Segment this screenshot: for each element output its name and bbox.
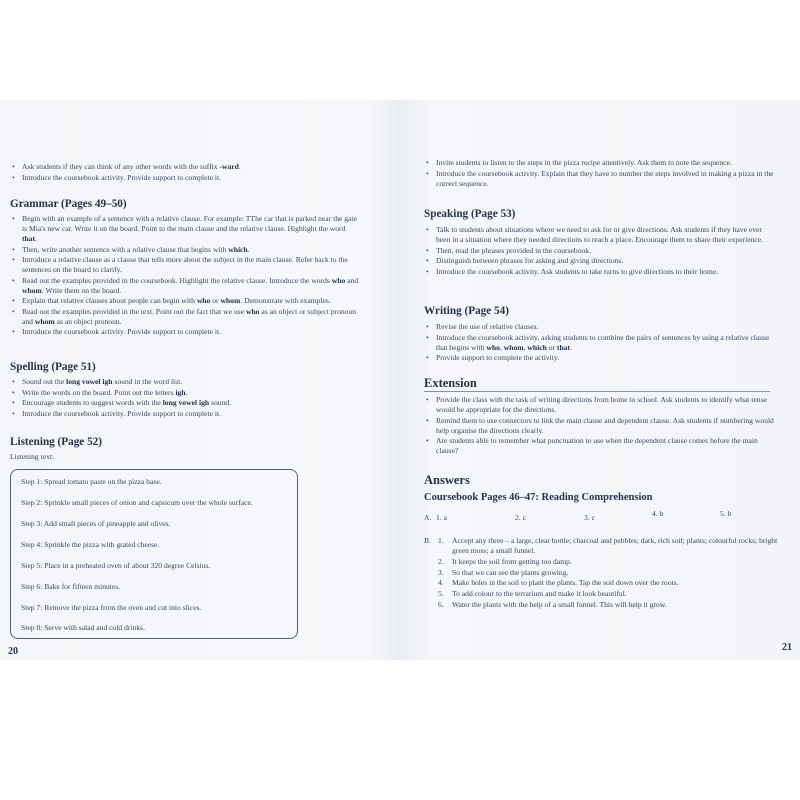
extension-heading: Extension <box>424 376 477 390</box>
answers-b-label: B. <box>424 536 431 545</box>
left-page <box>0 100 398 660</box>
list-item: • Provide support to complete the activity. <box>426 353 560 362</box>
answer-a-item: 5. b <box>720 509 732 518</box>
listening-step: Step 6: Bake for fifteen minutes. <box>21 582 121 591</box>
answers-a-label: A. <box>424 513 432 522</box>
list-item: • Distinguish between phrases for asking and giving directions. <box>426 256 624 265</box>
list-item: • Encourage students to suggest words with the long vowel igh sound. <box>12 398 232 407</box>
listening-subtitle: Listening text: <box>10 452 55 461</box>
list-item: • Then, read the phrases provided in the coursebook. <box>426 245 591 255</box>
grammar-bullet-list <box>10 214 362 338</box>
listening-step: Step 1: Spread tomato paste on the pizza base. <box>21 477 162 486</box>
extension-bullet-list <box>424 395 774 457</box>
answer-a-item: 4. b <box>652 509 664 518</box>
listening-step: Step 2: Sprinkle small pieces of onion and capsicum over the whole surface. <box>21 498 253 507</box>
book-spread <box>0 100 800 660</box>
list-item: • Invite students to listen to the steps in the pizza recipe attentively. Ask them to note the sequence. <box>426 158 732 167</box>
listening-text-box <box>10 469 298 639</box>
answer-a-item: 3. c <box>584 513 595 522</box>
writing-bullet-list <box>424 322 774 364</box>
writing-heading: Writing (Page 54) <box>424 305 509 317</box>
listening-heading: Listening (Page 52) <box>10 436 102 448</box>
answers-subheading: Coursebook Pages 46–47: Reading Comprehension <box>424 492 653 503</box>
list-item: • Introduce the coursebook activity. Ask students to take turns to give directions to their home. <box>426 266 719 276</box>
list-item: • Revise the use of relative clauses. <box>426 322 539 331</box>
listening-step: Step 4: Sprinkle the pizza with grated cheese. <box>21 540 160 549</box>
spelling-heading: Spelling (Page 51) <box>10 361 96 373</box>
answers-b-list: 1. Accept any three – a large, clear bottle; charcoal and pebbles; dark, rich soil; plants; colourful rocks; bright green moss; a small funnel. 2. It keeps the soil from getting too damp. 3. So that we can see the plants growing. 4. Make holes in the soil to plant the plants. Tap the soil down over the roots. 5. To add colour to the terrarium and make it look beautiful. 6. Water the plants with the help of a small funnel. This will help it grow. <box>438 536 778 609</box>
listening-step: Step 8: Serve with salad and cold drinks. <box>21 623 146 632</box>
right-page <box>402 100 800 660</box>
list-item: • Introduce the coursebook activity. Provide support to complete it. <box>12 408 222 418</box>
list-item: • Introduce a relative clause as a clause that tells more about the subject in the main clause. Refer back to the sentences on the board to clarify. <box>12 255 348 274</box>
list-item: • Provide the class with the task of writing directions from home to school. Ask students to identify what tense would be appropriate for the directions. <box>426 395 767 414</box>
list-item: • Introduce the coursebook activity. Explain that they have to number the steps involved in making a pizza in the correct sequence. <box>426 168 774 188</box>
listening-step: Step 3: Add small pieces of pineapple and olives. <box>21 519 171 528</box>
list-item: • Are students able to remember what punctuation to use when the dependent clause comes before the main clause? <box>426 436 758 455</box>
speaking-bullet-list <box>424 225 774 277</box>
list-item: • Begin with an example of a sentence with a relative clause. For example: TThe car that is parked near the gate is Mia's new car. Write it on the board. Point to the main clause and the relative clause. Highlight the word that. <box>12 214 357 243</box>
page-number: 21 <box>782 642 792 653</box>
extension-divider <box>424 391 770 392</box>
listening-step: Step 7: Remove the pizza from the oven and cut into slices. <box>21 603 202 612</box>
speaking-heading: Speaking (Page 53) <box>424 208 516 220</box>
list-item: • Read out the examples provided in the coursebook. Highlight the relative clause. Introduce the words who and whom. Write them on the board. <box>12 275 359 295</box>
list-item: • Ask students if they can think of any other words with the suffix -ward. <box>12 162 241 171</box>
list-item: • Write the words on the board. Point out the letters igh. <box>12 387 188 397</box>
spelling-bullet-list <box>10 377 362 419</box>
page-number: 20 <box>8 646 18 657</box>
list-item: • Introduce the coursebook activity. Provide support to complete it. <box>12 327 222 336</box>
list-item: • Sound out the long vowel igh sound in the word list. <box>12 377 183 386</box>
list-item: • Introduce the coursebook activity, asking students to combine the pairs of sentences by using a relative clause that begins with who, whom, which or that. <box>426 332 770 352</box>
top-bullet-list <box>424 158 776 189</box>
list-item: • Read out the examples provided in the text. Point out the fact that we use who as an object or subject pronoun and whom as an object pronoun. <box>12 306 357 326</box>
intro-bullet-list <box>10 162 380 183</box>
answer-a-item: 1. a <box>436 513 447 522</box>
list-item: • Introduce the coursebook activity. Provide support to complete it. <box>12 172 222 182</box>
grammar-heading: Grammar (Pages 49–50) <box>10 198 127 210</box>
answers-heading: Answers <box>424 473 470 487</box>
listening-step: Step 5: Place in a preheated oven of about 320 degree Celsius. <box>21 561 211 570</box>
list-item: • Explain that relative clauses about people can begin with who or whom. Demonstrate with examples. <box>12 296 331 305</box>
list-item: • Talk to students about situations where we need to ask for or give directions. Ask students if they have ever been in a situation where they needed directions to reach a place. Encourage them to share their experience. <box>426 225 764 244</box>
answer-a-item: 2. c <box>515 513 526 522</box>
list-item: • Then, write another sentence with a relative clause that begins with which. <box>12 244 250 254</box>
list-item: • Remind them to use connectors to link the main clause and dependent clause. Ask students if numbering would help organise the directions clearly. <box>426 415 774 435</box>
